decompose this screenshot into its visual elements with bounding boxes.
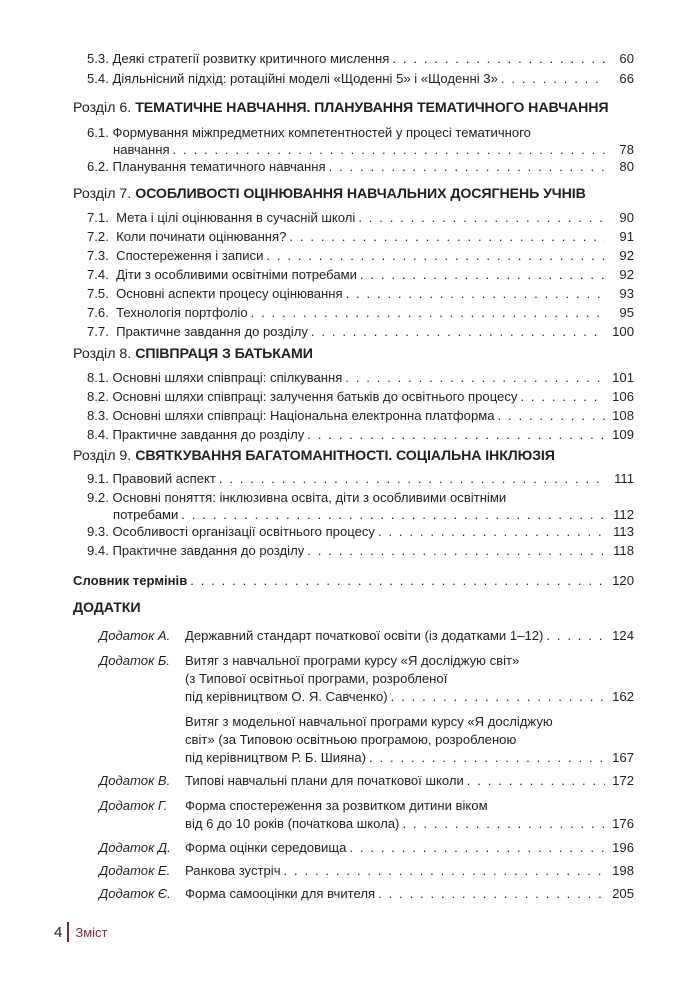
entry-title: Діти з особливими освітніми потребами <box>116 267 357 282</box>
appendix-title: Державний стандарт початкової освіти (із додатками 1–12) <box>185 628 544 643</box>
section-title: ТЕМАТИЧНЕ НАВЧАННЯ. ПЛАНУВАННЯ ТЕМАТИЧНОГО НАВЧАННЯ <box>135 100 609 116</box>
entry-number: 7.1. <box>87 210 109 225</box>
entry-number: 9.4. <box>87 543 109 558</box>
dot-leader <box>520 387 605 406</box>
section-prefix: Розділ 8. <box>73 346 132 362</box>
toc-entry-5-4 <box>87 69 634 88</box>
entry-number: 9.2. <box>87 490 109 505</box>
entry-title: Основні аспекти процесу оцінювання <box>116 286 343 301</box>
entry-title: Практичне завдання до розділу <box>112 427 305 442</box>
toc-entry-glossary <box>73 571 634 590</box>
dot-leader <box>329 157 605 176</box>
appendix-b2-line2: світ» (за Типовою освітньою програмою, розробленою <box>185 732 517 747</box>
entry-title-continued: потребами <box>113 507 179 522</box>
toc-appendix-ye <box>185 884 634 903</box>
entry-title: Планування тематичного навчання <box>112 159 326 174</box>
dot-leader <box>346 284 605 303</box>
dot-leader <box>307 541 605 560</box>
entry-page: 80 <box>619 159 634 174</box>
appendix-label-ye: Додаток Є. <box>99 886 171 901</box>
entry-page: 198 <box>612 863 634 878</box>
dot-leader <box>358 208 605 227</box>
entry-title: Формування міжпредметних компетентностей у процесі тематичного <box>112 125 531 140</box>
appendices-heading <box>73 598 140 618</box>
appendices-title: ДОДАТКИ <box>73 600 141 616</box>
page-footer <box>54 921 107 943</box>
dot-leader <box>345 368 605 387</box>
appendix-b-line1: Витяг з навчальної програми курсу «Я досліджую світ» <box>185 653 520 668</box>
entry-page: 176 <box>612 816 634 831</box>
appendix-title: Форма оцінки середовища <box>185 840 347 855</box>
entry-title: Діяльнісний підхід: ротаційні моделі «Щоденні 5» і «Щоденні 3» <box>112 71 498 86</box>
entry-title: Спостереження і записи <box>116 248 264 263</box>
appendix-b2-line1: Витяг з модельної навчальної програми курсу «Я досліджую <box>185 714 553 729</box>
toc-appendix-e <box>185 861 634 880</box>
entry-title: Основні шляхи співпраці: залучення батьків до освітнього процесу <box>112 389 518 404</box>
glossary-title: Словник термінів <box>73 573 188 588</box>
entry-page: 95 <box>619 305 634 320</box>
toc-entry-6-2 <box>87 157 634 176</box>
dot-leader <box>546 626 605 645</box>
appendix-label-v: Додаток В. <box>99 773 171 788</box>
toc-appendix-v <box>185 771 634 790</box>
dot-leader <box>467 771 605 790</box>
dot-leader <box>369 748 605 767</box>
entry-page: 120 <box>612 573 634 588</box>
entry-page: 112 <box>613 507 634 522</box>
entry-page: 101 <box>612 370 634 385</box>
section-title: ОСОБЛИВОСТІ ОЦІНЮВАННЯ НАВЧАЛЬНИХ ДОСЯГНЕНЬ УЧНІВ <box>135 186 586 202</box>
toc-entry-7-2 <box>87 227 634 246</box>
entry-page: 60 <box>619 51 634 66</box>
entry-page: 78 <box>619 142 634 157</box>
entry-page: 108 <box>612 408 634 423</box>
section-prefix: Розділ 6. <box>73 100 132 116</box>
dot-leader <box>501 69 605 88</box>
toc-entry-7-7 <box>87 322 634 341</box>
entry-number: 9.3. <box>87 524 109 539</box>
entry-number: 7.4. <box>87 267 109 282</box>
appendix-title: під керівництвом О. Я. Савченко) <box>185 689 388 704</box>
entry-page: 196 <box>612 840 634 855</box>
appendix-label-d: Додаток Д. <box>99 840 171 855</box>
entry-title: Правовий аспект <box>112 471 216 486</box>
entry-page: 118 <box>613 543 634 558</box>
appendix-title: Форма самооцінки для вчителя <box>185 886 376 901</box>
section-heading-9 <box>73 446 555 466</box>
dot-leader <box>190 571 605 590</box>
dot-leader <box>392 49 605 68</box>
section-prefix: Розділ 9. <box>73 448 132 464</box>
dot-leader <box>498 406 605 425</box>
appendix-b-line2: (з Типової освітньої програми, розробленої <box>185 671 448 686</box>
entry-title: Коли починати оцінювання? <box>116 229 287 244</box>
dot-leader <box>266 246 605 265</box>
entry-page: 162 <box>612 689 634 704</box>
entry-number: 7.6. <box>87 305 109 320</box>
entry-number: 5.4. <box>87 71 109 86</box>
dot-leader <box>311 322 605 341</box>
appendix-label-g: Додаток Г. <box>99 798 168 813</box>
entry-title: Основні шляхи співпраці: спілкування <box>112 370 343 385</box>
dot-leader <box>219 469 605 488</box>
toc-entry-9-4 <box>87 541 634 560</box>
toc-entry-8-1 <box>87 368 634 387</box>
entry-number: 7.2. <box>87 229 109 244</box>
footer-label: Зміст <box>75 924 108 940</box>
entry-page: 92 <box>619 248 634 263</box>
entry-number: 6.1. <box>87 125 109 140</box>
toc-entry-8-4 <box>87 425 634 444</box>
section-heading-7 <box>73 184 586 204</box>
entry-title: Мета і цілі оцінювання в сучасній школі <box>116 210 356 225</box>
toc-entry-7-4 <box>87 265 634 284</box>
appendix-label-b: Додаток Б. <box>99 653 171 668</box>
toc-entry-8-3 <box>87 406 634 425</box>
toc-entry-7-3 <box>87 246 634 265</box>
entry-number: 7.3. <box>87 248 109 263</box>
appendix-title: під керівництвом Р. Б. Шияна) <box>185 750 367 765</box>
entry-page: 109 <box>612 427 634 442</box>
entry-title: Основні шляхи співпраці: Національна електронна платформа <box>112 408 495 423</box>
entry-title: Практичне завдання до розділу <box>116 324 308 339</box>
entry-page: 100 <box>612 324 634 339</box>
entry-number: 8.2. <box>87 389 109 404</box>
dot-leader <box>284 861 605 880</box>
toc-entry-5-3 <box>87 49 634 68</box>
section-heading-8 <box>73 344 313 364</box>
section-title: СВЯТКУВАННЯ БАГАТОМАНІТНОСТІ. СОЦІАЛЬНА ІНКЛЮЗІЯ <box>135 448 555 464</box>
toc-entry-7-5 <box>87 284 634 303</box>
entry-page: 92 <box>619 267 634 282</box>
appendix-title: від 6 до 10 років (початкова школа) <box>185 816 400 831</box>
entry-title: Деякі стратегії розвитку критичного мислення <box>112 51 390 66</box>
toc-entry-9-3 <box>87 522 634 541</box>
appendix-label-e: Додаток Е. <box>99 863 171 878</box>
entry-number: 8.1. <box>87 370 109 385</box>
dot-leader <box>349 838 605 857</box>
entry-page: 124 <box>612 628 634 643</box>
dot-leader <box>360 265 605 284</box>
entry-number: 8.3. <box>87 408 109 423</box>
toc-appendix-b <box>185 687 634 706</box>
dot-leader <box>378 522 605 541</box>
footer-divider <box>67 922 69 942</box>
entry-number: 7.7. <box>87 324 109 339</box>
section-prefix: Розділ 7. <box>73 186 132 202</box>
entry-title: Основні поняття: інклюзивна освіта, діти з особливими освітніми <box>112 490 507 505</box>
section-heading-6 <box>73 98 608 118</box>
entry-title-continued: навчання <box>113 142 170 157</box>
toc-appendix-b2 <box>185 748 634 767</box>
entry-page: 93 <box>619 286 634 301</box>
appendix-g-line1: Форма спостереження за розвитком дитини віком <box>185 798 488 813</box>
dot-leader <box>378 884 605 903</box>
dot-leader <box>251 303 605 322</box>
entry-page: 113 <box>613 524 634 539</box>
appendix-title: Типові навчальні плани для початкової школи <box>185 773 464 788</box>
entry-page: 172 <box>612 773 634 788</box>
entry-number: 9.1. <box>87 471 109 486</box>
dot-leader <box>307 425 605 444</box>
entry-number: 5.3. <box>87 51 109 66</box>
section-title: СПІВПРАЦЯ З БАТЬКАМИ <box>135 346 313 362</box>
page-number: 4 <box>54 923 63 941</box>
entry-page: 91 <box>619 229 634 244</box>
toc-appendix-d <box>185 838 634 857</box>
entry-page: 205 <box>612 886 634 901</box>
entry-title: Технологія портфоліо <box>116 305 248 320</box>
toc-entry-8-2 <box>87 387 634 406</box>
entry-page: 90 <box>619 210 634 225</box>
entry-number: 8.4. <box>87 427 109 442</box>
toc-appendix-a <box>185 626 634 645</box>
entry-number: 7.5. <box>87 286 109 301</box>
appendix-label-a: Додаток А. <box>99 628 171 643</box>
appendix-title: Ранкова зустріч <box>185 863 281 878</box>
toc-entry-9-1 <box>87 469 634 488</box>
dot-leader <box>391 687 605 706</box>
toc-entry-7-1 <box>87 208 634 227</box>
entry-page: 167 <box>612 750 634 765</box>
entry-page: 106 <box>612 389 634 404</box>
entry-title: Особливості організації освітнього процесу <box>112 524 375 539</box>
entry-number: 6.2. <box>87 159 109 174</box>
dot-leader <box>402 814 605 833</box>
entry-title: Практичне завдання до розділу <box>112 543 305 558</box>
dot-leader <box>289 227 605 246</box>
toc-entry-7-6 <box>87 303 634 322</box>
entry-page: 111 <box>614 471 634 486</box>
entry-page: 66 <box>619 71 634 86</box>
toc-appendix-g <box>185 814 634 833</box>
